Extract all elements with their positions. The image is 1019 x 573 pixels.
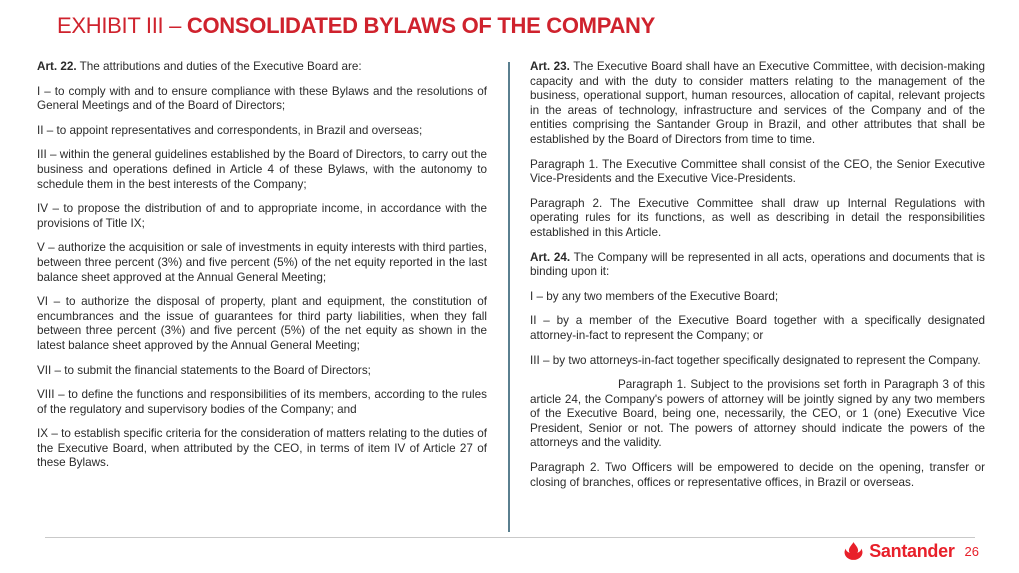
footer: [842, 541, 979, 562]
bylaws-column-right: [530, 60, 985, 500]
bylaws-column-left: [37, 60, 487, 481]
paragraph: VIII – to define the functions and responsibilities of its members, according to the rules of the regulatory and supervisory bodies of the Company; and: [37, 388, 487, 416]
paragraph: III – by two attorneys-in-fact together specifically designated to represent the Company.: [530, 353, 981, 367]
paragraph: III – within the general guidelines established by the Board of Directors, to carry out the business and operations defined in Article 4 of these Bylaws, with the autonomy to schedule them in the best interests of the Company;: [37, 148, 487, 191]
paragraph: Art. 23. The Executive Board shall have an Executive Committee, with decision-making capacity and with the duty to consider matters relating to the management of the business, operational support, human resources, allocation of capital, relevant projects in the areas of technology, infrastructure and services of the Company and of the entities comprising the Santander Group in Brazil, and other attributes that shall be established by the Board of Directors from time to time.: [530, 60, 985, 146]
page-title-main: CONSOLIDATED BYLAWS OF THE COMPANY: [186, 13, 655, 38]
paragraph: IV – to propose the distribution of and to appropriate income, in accordance with the provisions of Title IX;: [37, 202, 487, 230]
page-title: [57, 13, 655, 39]
santander-wordmark: Santander: [869, 541, 955, 561]
page-title-prefix: EXHIBIT III –: [57, 13, 187, 38]
footer-rule: [45, 537, 975, 538]
paragraph: I – to comply with and to ensure compliance with these Bylaws and the resolutions of General Meetings and of the Board of Directors;: [37, 84, 487, 113]
paragraph: VI – to authorize the disposal of property, plant and equipment, the constitution of encumbrances and the issue of guarantees for third party liabilities, when they fall between three percent (3%) and five percent (5%) of the net equity as shown in the latest balance sheet approved by the Annual General Meeting;: [37, 295, 487, 352]
paragraph: II – by a member of the Executive Board together with a specifically designated attorney-in-fact to represent the Company; or: [530, 314, 985, 342]
santander-flame-icon: [842, 542, 865, 562]
paragraph: II – to appoint representatives and correspondents, in Brazil and overseas;: [37, 123, 423, 137]
page-number: 26: [964, 544, 979, 559]
paragraph: Paragraph 1. Subject to the provisions set forth in Paragraph 3 of this article 24, the Company's powers of attorney will be jointly signed by any two members of the Executive Board, being one, necessarily, the CEO, or 1 (one) Executive Vice President, Senior or not. The powers of attorney should indicate the powers of the attorneys and the validity.: [530, 378, 985, 450]
paragraph: Paragraph 1. The Executive Committee shall consist of the CEO, the Senior Executive Vice-Presidents and the Executive Vice-Presidents.: [530, 157, 985, 186]
santander-logo: [842, 541, 954, 562]
column-divider: [508, 62, 510, 532]
paragraph: Paragraph 2. Two Officers will be empowered to decide on the opening, transfer or closing of branches, offices or representative offices, in Brazil or overseas.: [530, 461, 985, 489]
paragraph: V – authorize the acquisition or sale of investments in equity interests with third parties, between three percent (3%) and five percent (5%) of the net equity reported in the last balance sheet approved at the Annual General Meeting;: [37, 241, 487, 284]
paragraph: IX – to establish specific criteria for the consideration of matters relating to the duties of the Executive Board, when attributed by the CEO, in terms of item IV of Article 27 of these Bylaws.: [37, 427, 487, 470]
paragraph: Art. 24. The Company will be represented in all acts, operations and documents that is binding upon it:: [530, 250, 985, 279]
paragraph: VII – to submit the financial statements to the Board of Directors;: [37, 363, 371, 377]
paragraph: Paragraph 2. The Executive Committee shall draw up Internal Regulations with operating rules for its functions, as well as describing in detail the responsibilities established in this Article.: [530, 196, 985, 239]
paragraph: Art. 22. The attributions and duties of the Executive Board are:: [37, 60, 362, 73]
paragraph: I – by any two members of the Executive Board;: [530, 289, 779, 303]
